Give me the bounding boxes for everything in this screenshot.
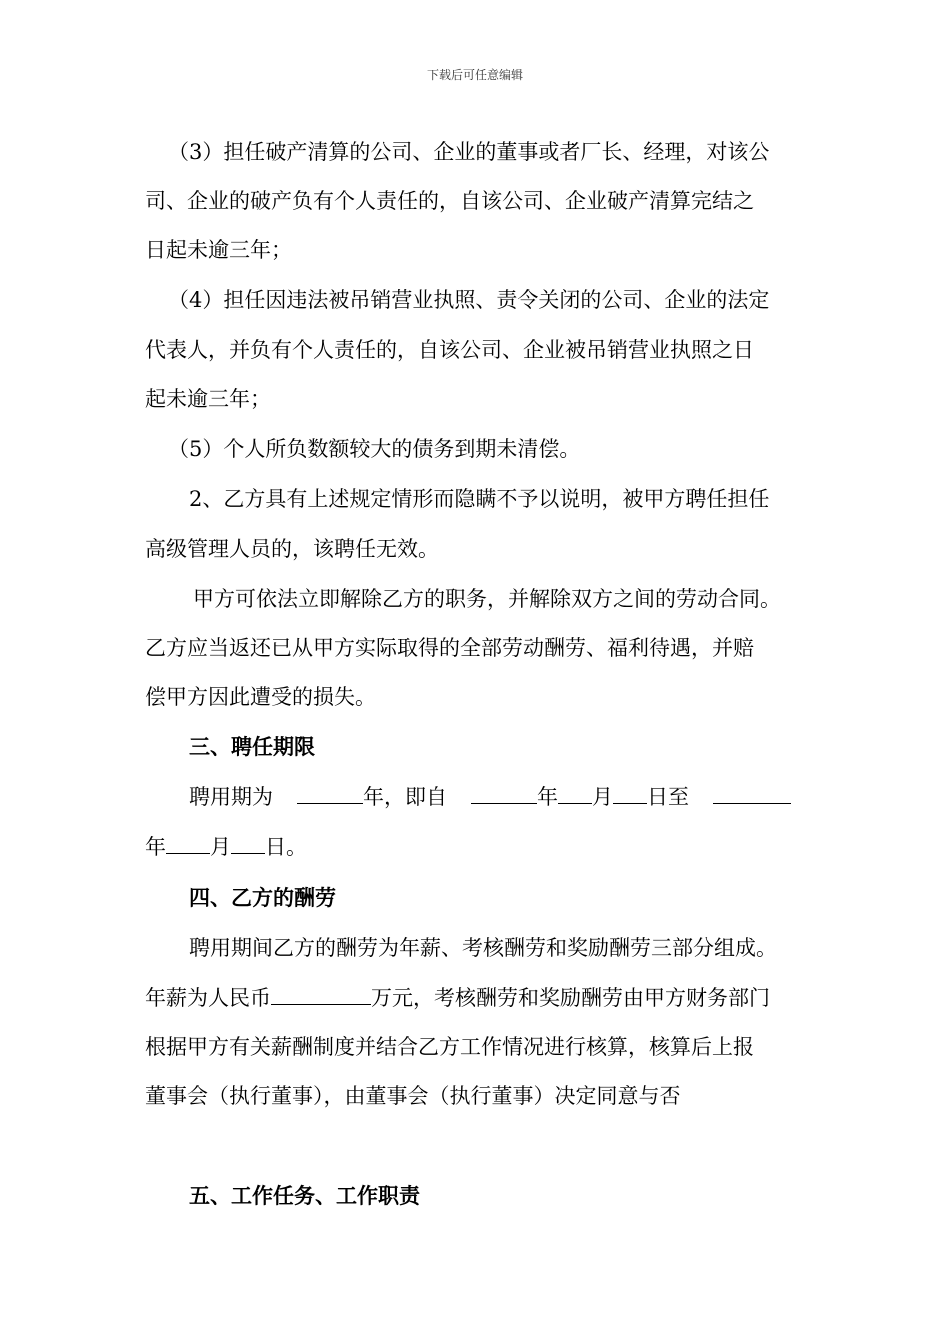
clause-5-line-1: （5）个人所负数额较大的债务到期未清偿。 — [168, 437, 581, 461]
clause-4-line-1: （4）担任因违法被吊销营业执照、责令关闭的公司、企业的法定 — [168, 288, 770, 312]
item-2-line-2: 高级管理人员的，该聘任无效。 — [145, 537, 439, 561]
pay-line-4: 董事会（执行董事），由董事会（执行董事）决定同意与否 — [145, 1084, 681, 1108]
clause-3-line-3: 日起未逾三年； — [145, 238, 292, 262]
section-5-heading: 五、工作任务、工作职责 — [189, 1183, 420, 1208]
end-month-blank[interactable] — [166, 833, 210, 854]
clause-4-line-2: 代表人，并负有个人责任的，自该公司、企业被吊销营业执照之日 — [145, 338, 754, 362]
term-line-1 — [189, 783, 791, 811]
item-2-line-1: 2、乙方具有上述规定情形而隐瞒不予以说明，被甲方聘任担任 — [189, 487, 770, 511]
clause-3-line-1: （3）担任破产清算的公司、企业的董事或者厂长、经理，对该公 — [168, 140, 770, 164]
clause-4-line-3: 起未逾三年； — [145, 387, 271, 411]
pay-line-1: 聘用期间乙方的酬劳为年薪、考核酬劳和奖励酬劳三部分组成。 — [189, 936, 777, 960]
end-month-label: 月 — [210, 835, 231, 859]
dismissal-line-3: 偿甲方因此遭受的损失。 — [145, 685, 376, 709]
term-year-label: 年，即自 — [363, 785, 447, 809]
dismissal-line-2: 乙方应当返还已从甲方实际取得的全部劳动酬劳、福利待遇，并赔 — [145, 636, 754, 660]
end-year-blank[interactable] — [713, 783, 791, 804]
start-month-label: 月 — [592, 785, 613, 809]
pay-line-3: 根据甲方有关薪酬制度并结合乙方工作情况进行核算，核算后上报 — [145, 1035, 754, 1059]
term-years-blank[interactable] — [297, 783, 363, 804]
start-day-blank[interactable] — [613, 783, 647, 804]
start-day-label: 日至 — [647, 785, 689, 809]
pay-line-2 — [145, 984, 770, 1012]
page-header: 下载后可任意编辑 — [426, 68, 523, 82]
end-day-label: 日。 — [265, 835, 307, 859]
salary-suffix: 万元，考核酬劳和奖励酬劳由甲方财务部门 — [371, 986, 770, 1010]
start-year-label: 年 — [537, 785, 558, 809]
section-4-heading: 四、乙方的酬劳 — [189, 885, 336, 910]
end-year-label: 年 — [145, 835, 166, 859]
start-month-blank[interactable] — [558, 783, 592, 804]
term-prefix: 聘用期为 — [189, 785, 273, 809]
dismissal-line-1: 甲方可依法立即解除乙方的职务，并解除双方之间的劳动合同。 — [193, 587, 781, 611]
end-day-blank[interactable] — [231, 833, 265, 854]
term-line-2 — [145, 833, 307, 861]
salary-prefix: 年薪为人民币 — [145, 986, 271, 1010]
start-year-blank[interactable] — [471, 783, 537, 804]
section-3-heading: 三、聘任期限 — [189, 734, 315, 759]
clause-3-line-2: 司、企业的破产负有个人责任的，自该公司、企业破产清算完结之 — [145, 189, 754, 213]
salary-amount-blank[interactable] — [271, 984, 371, 1005]
